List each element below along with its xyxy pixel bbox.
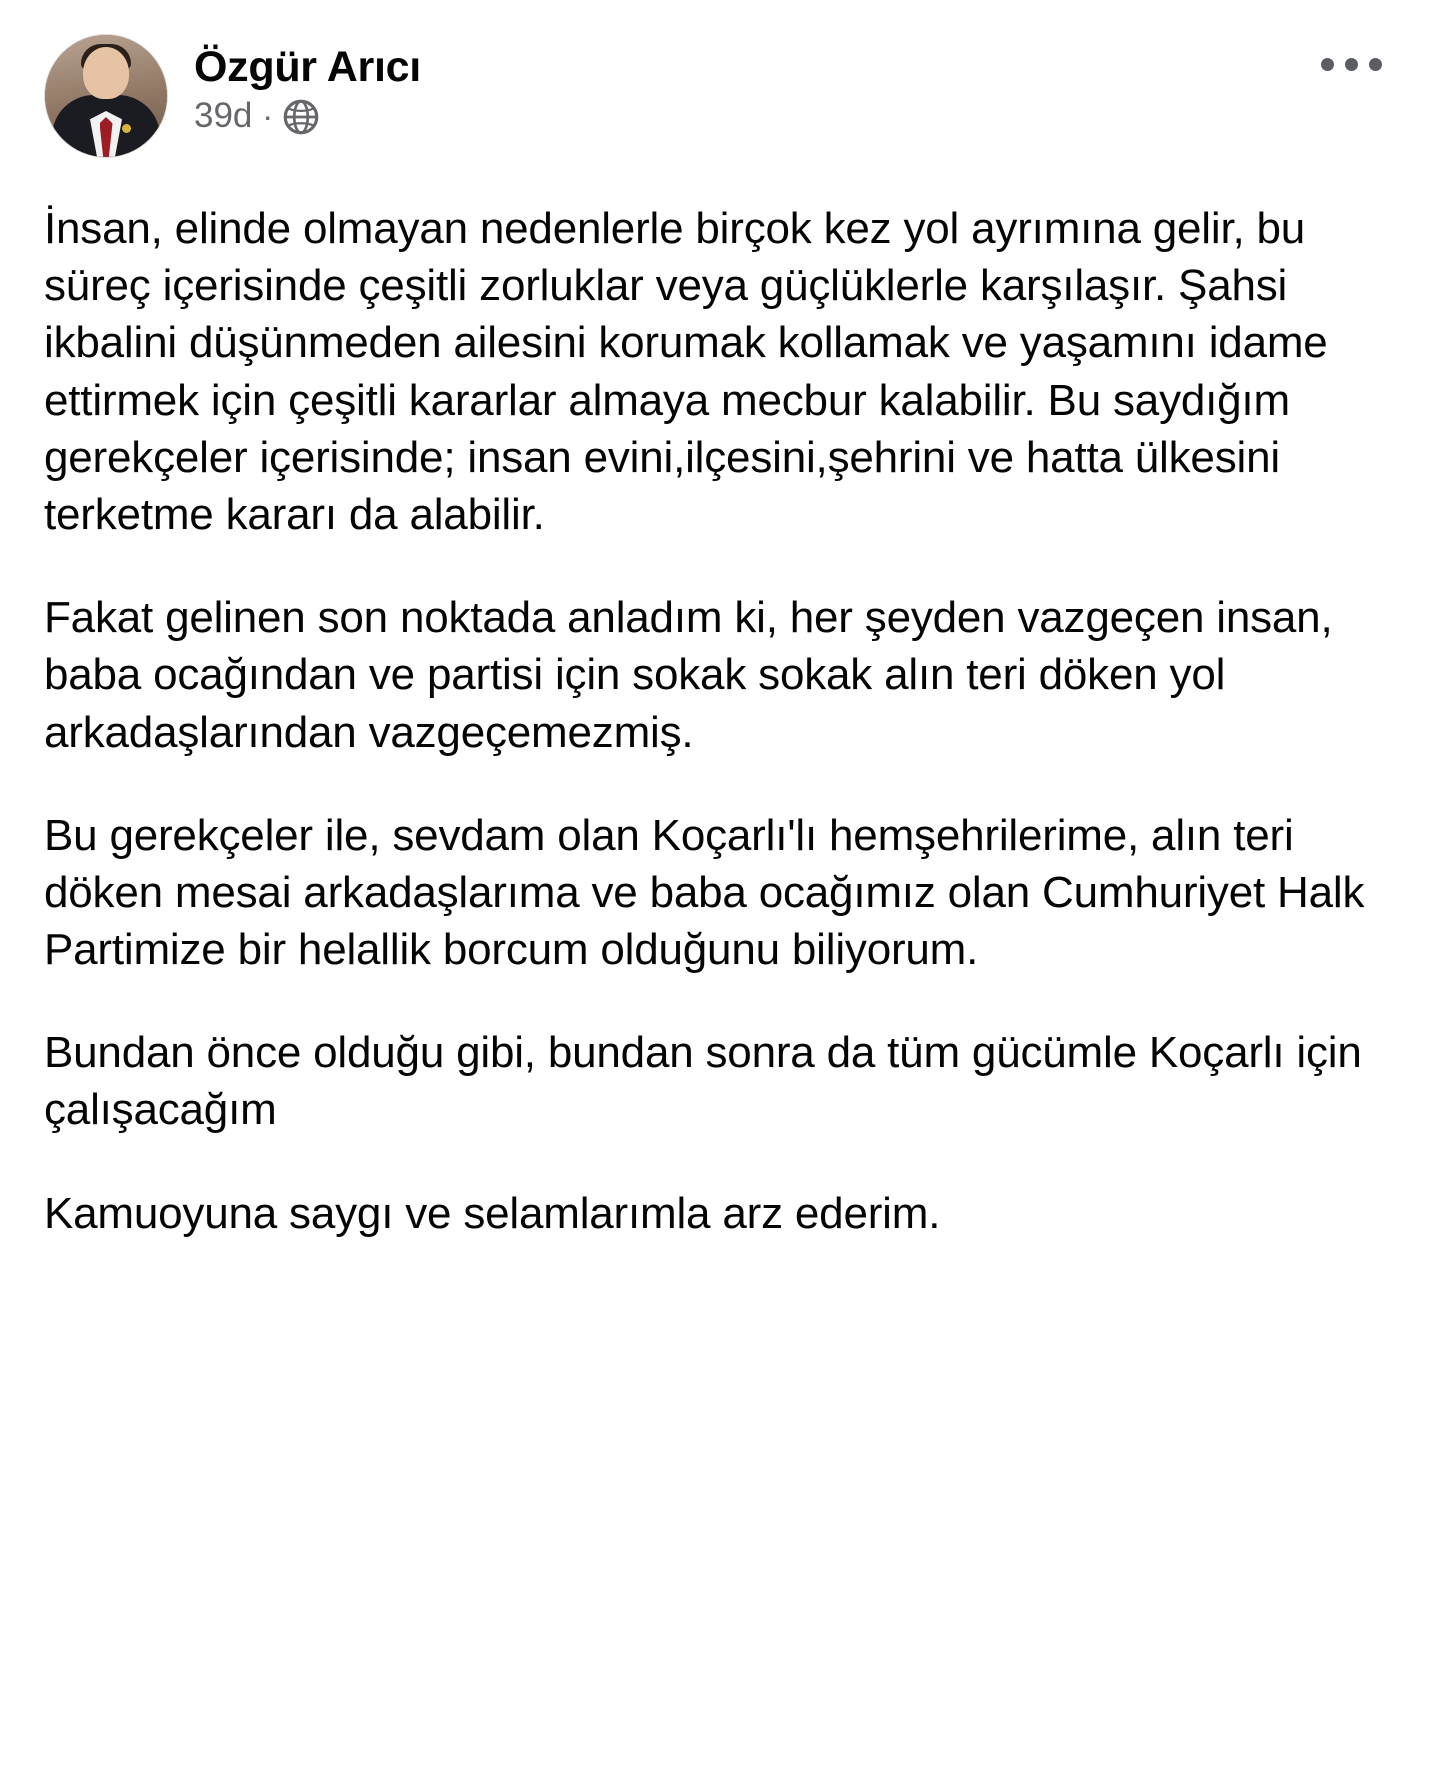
avatar-lapel-pin	[122, 124, 131, 133]
author-name[interactable]: Özgür Arıcı	[194, 43, 421, 91]
post-meta	[194, 97, 421, 136]
post-timestamp[interactable]: 39d	[194, 96, 253, 136]
more-options-icon[interactable]	[1311, 48, 1392, 81]
post-paragraph: Fakat gelinen son noktada anladım ki, her şeyden vazgeçen insan, baba ocağından ve partisi için sokak sokak alın teri döken yol arkadaşlarından vazgeçemezmiş.	[44, 593, 1333, 757]
dot-1	[1321, 58, 1334, 71]
post-paragraph: Kamuoyuna saygı ve selamlarımla arz ederim.	[44, 1188, 941, 1238]
dot-3	[1369, 58, 1382, 71]
post-paragraph: Bu gerekçeler ile, sevdam olan Koçarlı'lı hemşehrilerime, alın teri döken mesai arkadaşlarıma ve baba ocağımız olan Cumhuriyet Halk Partimize bir helallik borcum olduğunu biliyorum.	[44, 810, 1365, 975]
post-author-block	[194, 34, 421, 136]
globe-icon[interactable]	[283, 99, 319, 135]
post-header	[44, 34, 1396, 164]
avatar[interactable]	[44, 34, 168, 158]
post-paragraph: Bundan önce olduğu gibi, bundan sonra da tüm gücümle Koçarlı için çalışacağım	[44, 1028, 1362, 1135]
dot-2	[1345, 58, 1358, 71]
meta-separator: ·	[262, 97, 274, 134]
post-paragraph: İnsan, elinde olmayan nedenlerle birçok kez yol ayrımına gelir, bu süreç içerisinde çeşitli zorluklar veya güçlüklerle karşılaşır. Şahsi ikbalini düşünmeden ailesini korumak kollamak ve yaşamını idame ettirmek için çeşitli kararlar almaya mecbur kalabilir. Bu saydığım gerekçeler içerisinde; insan evini,ilçesini,şehrini ve hatta ülkesini terketme kararı da alabilir.	[44, 204, 1328, 539]
avatar-face	[83, 47, 129, 99]
post-text	[44, 200, 1396, 1242]
